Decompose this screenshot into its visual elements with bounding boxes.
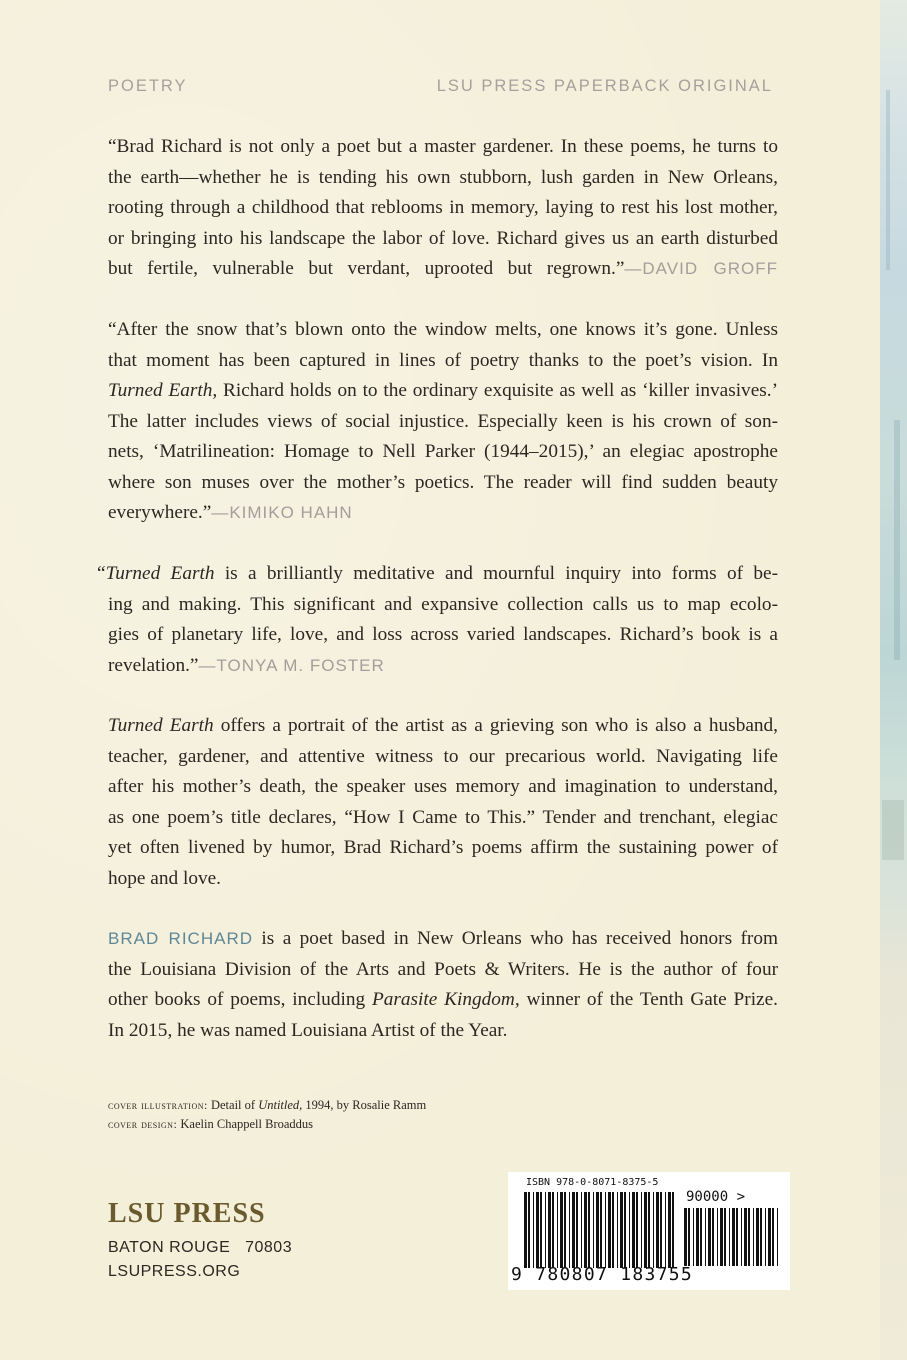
- book-description: [108, 711, 778, 894]
- isbn-label: ISBN 978-0-8071-8375-5: [526, 1177, 659, 1188]
- description-line: teacher, gardener, and attentive witness to our precarious world. Navigating life: [108, 745, 778, 767]
- bio-line: In 2015, he was named Louisiana Artist of the Year.: [108, 1019, 508, 1041]
- isbn-barcode: [508, 1172, 790, 1290]
- credit-text: Detail of: [210, 1098, 256, 1112]
- blurb-line: nets, ‘Matrilineation: Homage to Nell Parker (1944–2015),’ an elegiac apostrophe: [108, 441, 778, 462]
- credit-text: 1994, by Rosalie Ramm: [305, 1098, 427, 1112]
- blurb-line: revelation.”: [108, 654, 199, 676]
- bio-line: the Louisiana Division of the Arts and Poets & Writers. He is the author of four: [108, 958, 778, 980]
- blurb-david-groff: [108, 132, 778, 285]
- credit-label: cover design:: [108, 1117, 178, 1131]
- bio-line: other books of poems, including: [108, 989, 366, 1010]
- book-title-italic: Turned Earth,: [108, 380, 218, 401]
- blurb-tonya-foster: [97, 559, 778, 681]
- blurb-attribution: —TONYA M. FOSTER: [198, 655, 385, 675]
- edition-label: LSU PRESS PAPERBACK ORIGINAL: [436, 77, 773, 95]
- description-line: offers a portrait of the artist as a grieving son who is also a husband,: [220, 715, 778, 736]
- cover-illustration-edge: [880, 0, 907, 1360]
- blurb-line: the earth—whether he is tending his own stubborn, lush garden in New Orleans,: [108, 166, 778, 188]
- cover-credits: [108, 1096, 426, 1134]
- publisher-logo: LSU PRESS: [108, 1198, 266, 1229]
- blurb-line: where son muses over the mother’s poetics. The reader will find sudden beauty: [108, 471, 778, 493]
- publisher-url: LSUPRESS.ORG: [108, 1263, 241, 1280]
- barcode-bars: [524, 1192, 676, 1268]
- book-title-italic: Turned Earth: [105, 563, 215, 584]
- blurb-attribution: —DAVID GROFF: [624, 259, 778, 278]
- blurb-line: gies of planetary life, love, and loss across varied landscapes. Richard’s book is a: [108, 624, 778, 645]
- blurb-line: or bringing into his landscape the labor of love. Richard gives us an earth disturbed: [108, 227, 778, 249]
- blurb-attribution: —KIMIKO HAHN: [211, 503, 353, 522]
- book-title-italic: Turned Earth: [108, 715, 214, 736]
- credit-italic: Untitled,: [258, 1098, 303, 1112]
- blurb-line: everywhere.”: [108, 502, 212, 523]
- blurb-line: that moment has been captured in lines of poetry thanks to the poet’s vision. In: [108, 349, 778, 371]
- blurb-line: is a brilliantly meditative and mournful inquiry into forms of be-: [224, 563, 778, 584]
- blurb-line: but fertile, vulnerable but verdant, uprooted but regrown.”: [108, 258, 625, 279]
- blurb-line: “After the snow that’s blown onto the window melts, one knows it’s gone. Unless: [108, 319, 778, 340]
- description-line: after his mother’s death, the speaker uses memory and imagination to understand,: [108, 776, 778, 797]
- description-line: hope and love.: [108, 867, 221, 889]
- price-code: 90000 >: [686, 1189, 746, 1205]
- author-bio: [108, 924, 778, 1046]
- author-name: BRAD RICHARD: [108, 929, 253, 948]
- open-quote: “: [97, 563, 106, 584]
- description-line: as one poem’s title declares, “How I Came to This.” Tender and trenchant, elegiac: [108, 806, 778, 828]
- isbn-digits: 9 780807 183755: [511, 1264, 694, 1285]
- credit-label: cover illustration:: [108, 1098, 208, 1112]
- description-line: yet often livened by humor, Brad Richard’s poems affirm the sustaining power of: [108, 837, 778, 858]
- blurb-kimiko-hahn: [108, 315, 778, 529]
- book-title-italic: Parasite Kingdom,: [371, 989, 520, 1010]
- publisher-city: [108, 1239, 292, 1257]
- bio-line: is a poet based in New Orleans who has received honors from: [261, 928, 778, 949]
- blurb-line: rooting through a childhood that reblooms in memory, laying to rest his lost mother,: [108, 197, 778, 218]
- blurb-line: Richard holds on to the ordinary exquisite as well as ‘killer invasives.’: [223, 380, 779, 401]
- genre-label: POETRY: [108, 77, 188, 95]
- blurb-line: The latter includes views of social injustice. Especially keen is his crown of son-: [108, 410, 778, 432]
- bio-line: winner of the Tenth Gate Prize.: [526, 989, 778, 1010]
- credit-text: Kaelin Chappell Broaddus: [180, 1117, 314, 1131]
- blurb-line: ing and making. This significant and expansive collection calls us to map ecolo-: [108, 593, 778, 615]
- addon-barcode-bars: [684, 1208, 778, 1266]
- blurb-line: “Brad Richard is not only a poet but a master gardener. In these poems, he turns to: [108, 136, 778, 157]
- publisher-city-text: BATON ROUGE 70803: [108, 1239, 293, 1256]
